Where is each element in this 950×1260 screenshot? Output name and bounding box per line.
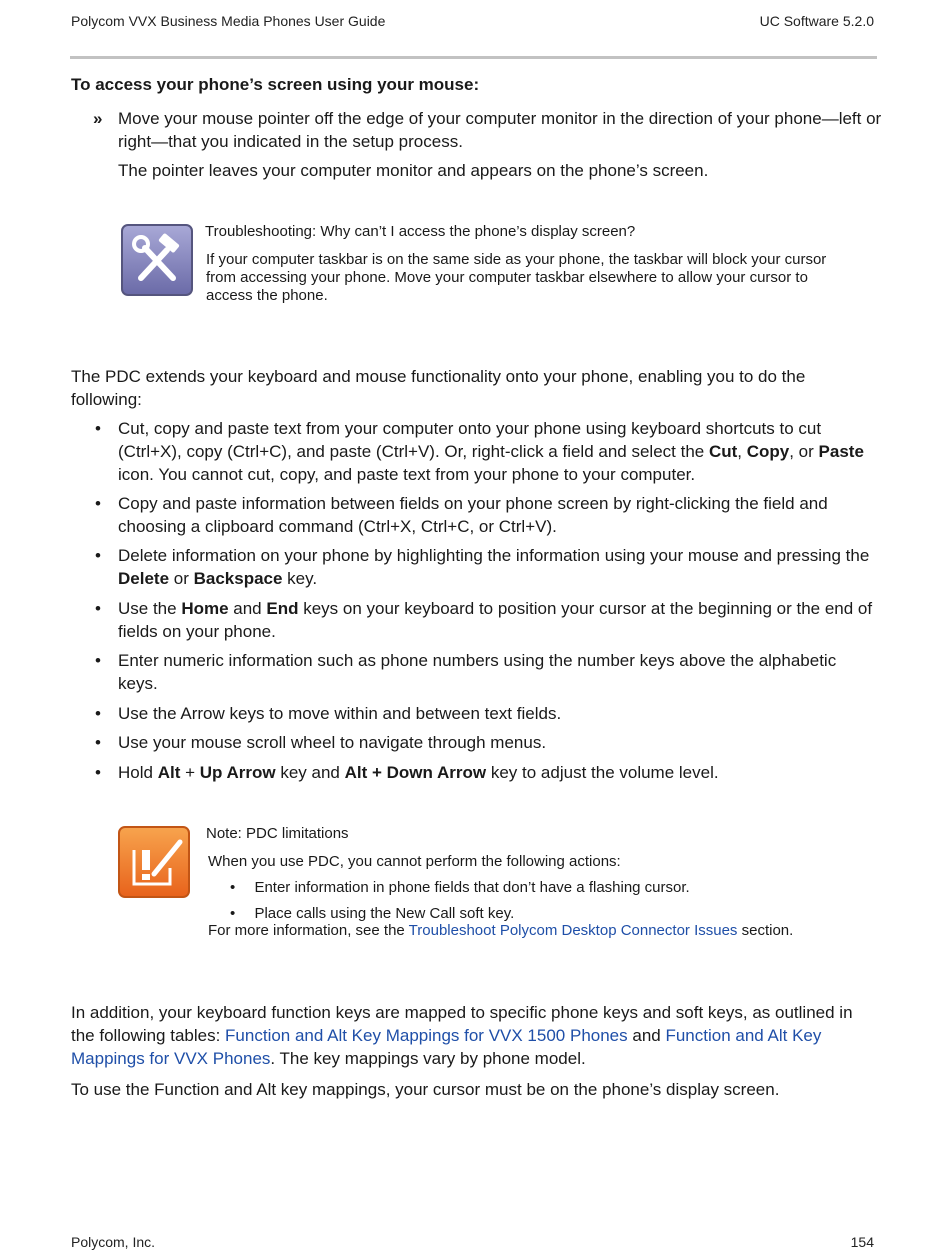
backspace-key-label: Backspace	[193, 569, 283, 588]
bullet-text: +	[180, 763, 200, 782]
bullet-marker: •	[95, 704, 101, 723]
delete-key-label: Delete	[118, 569, 170, 588]
step-result: The pointer leaves your computer monitor and appears on the phone’s screen.	[118, 161, 709, 180]
up-arrow-key-label: Up Arrow	[199, 763, 276, 782]
bullet-text: key to adjust the volume level.	[486, 763, 719, 782]
list-item	[95, 492, 875, 538]
closing-paragraph: To use the Function and Alt key mappings, your cursor must be on the phone’s display screen.	[71, 1080, 780, 1099]
header-software-version: UC Software 5.2.0	[759, 13, 874, 29]
bullet-marker: •	[95, 494, 101, 513]
bullet-text: Copy and paste information between fields on your phone screen by right-clicking the field and choosing a clipboard command (Ctrl+X, Ctrl+C, or Ctrl+V).	[118, 494, 828, 536]
bullet-text: Use your mouse scroll wheel to navigate through menus.	[118, 733, 547, 752]
paste-label: Paste	[818, 442, 864, 461]
note-title: Note: PDC limitations	[206, 825, 349, 842]
list-item	[230, 879, 690, 897]
paragraph-text: . The key mappings vary by phone model.	[270, 1049, 586, 1068]
bullet-text: Delete information on your phone by highlighting the information using your mouse and pressing the	[118, 546, 870, 565]
home-key-label: Home	[181, 599, 229, 618]
note-more-text: For more information, see the	[208, 922, 409, 939]
note-more-text: section.	[737, 922, 794, 939]
bullet-text: Use the	[118, 599, 182, 618]
bullet-text: or	[169, 569, 194, 588]
list-item	[95, 702, 875, 725]
list-item	[95, 731, 875, 754]
bullet-marker: •	[95, 733, 101, 752]
bullet-text: icon. You cannot cut, copy, and paste text from your phone to your computer.	[118, 465, 696, 484]
tools-icon	[121, 224, 193, 296]
page-number: 154	[850, 1234, 874, 1250]
paragraph-text: In addition, your keyboard function keys are mapped to specific phone keys and soft keys, as outlined in the following tables:	[71, 1003, 853, 1045]
end-key-label: End	[266, 599, 299, 618]
bullet-marker: •	[230, 879, 236, 896]
procedure-title: To access your phone’s screen using your mouse:	[71, 75, 480, 94]
alt-key-label: Alt	[157, 763, 181, 782]
header-guide-title: Polycom VVX Business Media Phones User Guide	[71, 13, 386, 29]
paragraph-text: and	[627, 1026, 666, 1045]
list-item	[95, 544, 875, 590]
bullet-text: Use the Arrow keys to move within and between text fields.	[118, 704, 562, 723]
list-item	[95, 649, 875, 695]
intro-paragraph: The PDC extends your keyboard and mouse functionality onto your phone, enabling you to do the following:	[71, 367, 806, 409]
bullet-text: key.	[282, 569, 318, 588]
note-body: When you use PDC, you cannot perform the following actions:	[208, 853, 621, 870]
bullet-text: and	[228, 599, 267, 618]
bullet-text: Hold	[118, 763, 158, 782]
copy-label: Copy	[746, 442, 790, 461]
note-more-info	[208, 922, 793, 940]
troubleshooting-body: If your computer taskbar is on the same side as your phone, the taskbar will block your cursor from accessing your phone. Move your computer taskbar elsewhere to allow your cursor to access the phone.	[206, 251, 827, 304]
troubleshoot-pdc-link[interactable]: Troubleshoot Polycom Desktop Connector Issues	[408, 922, 738, 939]
note-icon	[118, 826, 190, 898]
bullet-marker: •	[230, 905, 236, 922]
cut-label: Cut	[708, 442, 738, 461]
step-marker: »	[93, 109, 103, 128]
troubleshooting-title: Troubleshooting: Why can’t I access the phone’s display screen?	[205, 223, 636, 240]
bullet-text: keys on your keyboard to position your cursor at the beginning or the end of fields on your phone.	[118, 599, 873, 641]
note-item-text: Place calls using the New Call soft key.	[254, 905, 515, 922]
footer-company: Polycom, Inc.	[71, 1234, 156, 1250]
list-item	[95, 761, 875, 784]
list-item	[230, 905, 514, 923]
bullet-marker: •	[95, 651, 101, 670]
vvx1500-key-mappings-link[interactable]: Function and Alt Key Mappings for VVX 1500 Phones	[225, 1026, 628, 1045]
bullet-marker: •	[95, 419, 101, 438]
alt-down-arrow-key-label: Alt + Down Arrow	[344, 763, 487, 782]
vvx-key-mappings-link[interactable]: Function and Alt Key Mappings for VVX Phones	[71, 1026, 822, 1068]
bullet-marker: •	[95, 546, 101, 565]
bullet-text: key and	[275, 763, 345, 782]
list-item	[95, 597, 875, 643]
bullet-text: Cut, copy and paste text from your computer onto your phone using keyboard shortcuts to cut (Ctrl+X), copy (Ctrl+C), and paste (Ctrl+V). Or, right-click a field and select the	[118, 419, 822, 461]
bullet-marker: •	[95, 599, 101, 618]
procedure-step	[93, 107, 883, 153]
bullet-text: ,	[737, 442, 747, 461]
note-item-text: Enter information in phone fields that don’t have a flashing cursor.	[254, 879, 690, 896]
bullet-marker: •	[95, 763, 101, 782]
step-text: Move your mouse pointer off the edge of your computer monitor in the direction of your phone—left or right—that you indicated in the setup process.	[118, 109, 882, 151]
list-item	[95, 417, 875, 486]
addition-paragraph	[71, 1001, 871, 1070]
bullet-text: Enter numeric information such as phone numbers using the number keys above the alphabetic keys.	[118, 651, 837, 693]
bullet-text: , or	[789, 442, 819, 461]
header-divider	[70, 56, 877, 59]
